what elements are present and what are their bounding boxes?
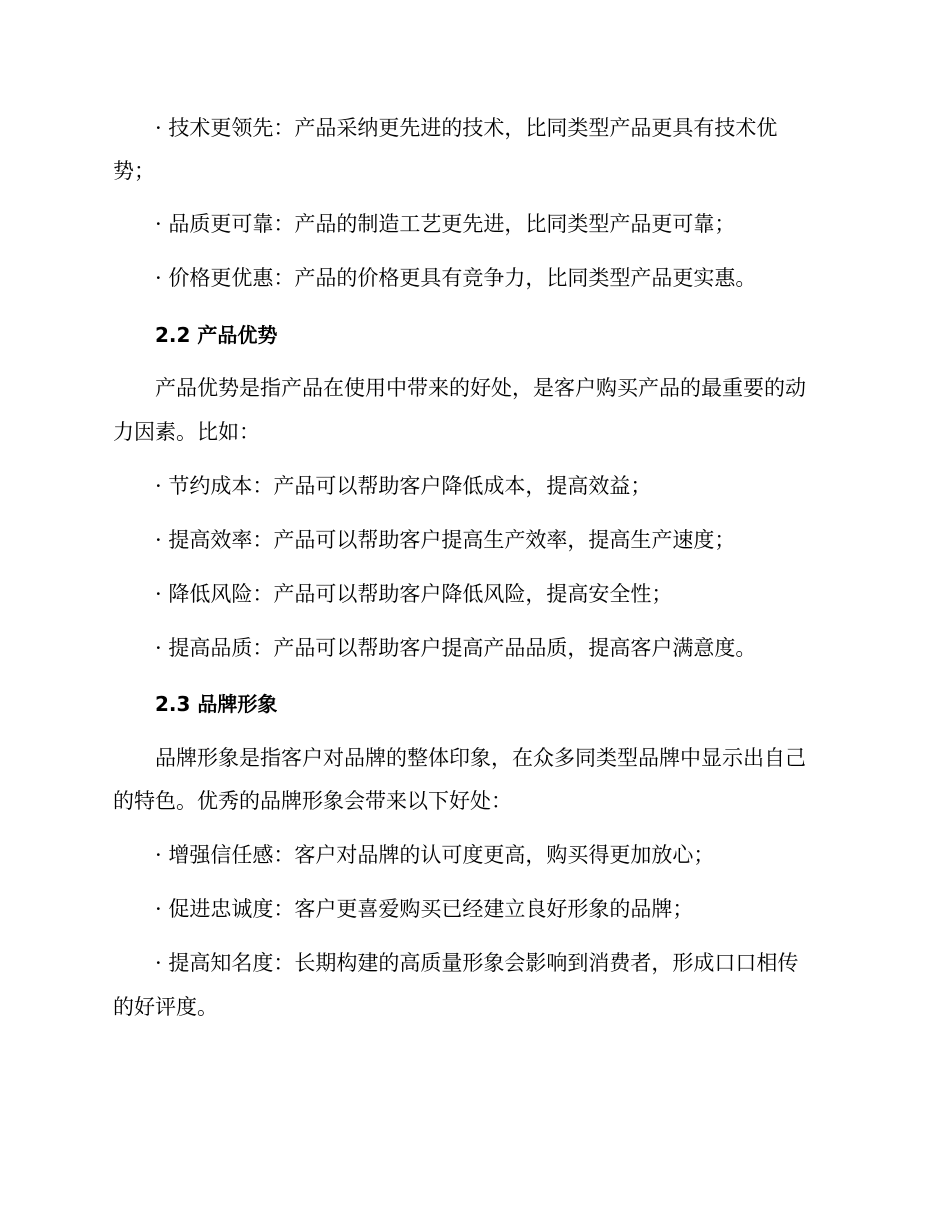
bullet-enhance-trust: · 增强信任感：客户对品牌的认可度更高，购买得更加放心； <box>155 843 715 867</box>
bullet-promote-loyalty: · 促进忠诚度：客户更喜爱购买已经建立良好形象的品牌； <box>155 897 694 921</box>
heading-2-3: 2.3 品牌形象 <box>155 692 278 716</box>
bullet-tech-leading-line-2: 势； <box>113 159 155 183</box>
bullet-reduce-risk: · 降低风险：产品可以帮助客户降低风险，提高安全性； <box>155 582 673 606</box>
bullet-improve-efficiency: · 提高效率：产品可以帮助客户提高生产效率，提高生产速度； <box>155 528 736 552</box>
brand-image-intro-line-1: 品牌形象是指客户对品牌的整体印象，在众多同类型品牌中显示出自己 <box>155 746 806 770</box>
bullet-quality-reliable: · 品质更可靠：产品的制造工艺更先进，比同类型产品更可靠； <box>155 212 736 236</box>
product-advantage-intro-line-2: 力因素。比如： <box>113 420 260 444</box>
brand-image-intro-line-2: 的特色。优秀的品牌形象会带来以下好处： <box>113 789 512 813</box>
bullet-tech-leading-line-1: · 技术更领先：产品采纳更先进的技术，比同类型产品更具有技术优 <box>155 116 778 140</box>
bullet-raise-awareness-line-1: · 提高知名度：长期构建的高质量形象会影响到消费者，形成口口相传 <box>155 951 799 975</box>
bullet-price-favorable: · 价格更优惠：产品的价格更具有竞争力，比同类型产品更实惠。 <box>155 266 757 290</box>
bullet-raise-awareness-line-2: 的好评度。 <box>113 995 218 1019</box>
bullet-save-cost: · 节约成本：产品可以帮助客户降低成本，提高效益； <box>155 474 652 498</box>
bullet-improve-quality: · 提高品质：产品可以帮助客户提高产品品质，提高客户满意度。 <box>155 636 757 660</box>
product-advantage-intro-line-1: 产品优势是指产品在使用中带来的好处，是客户购买产品的最重要的动 <box>155 376 806 400</box>
heading-2-2: 2.2 产品优势 <box>155 323 278 347</box>
